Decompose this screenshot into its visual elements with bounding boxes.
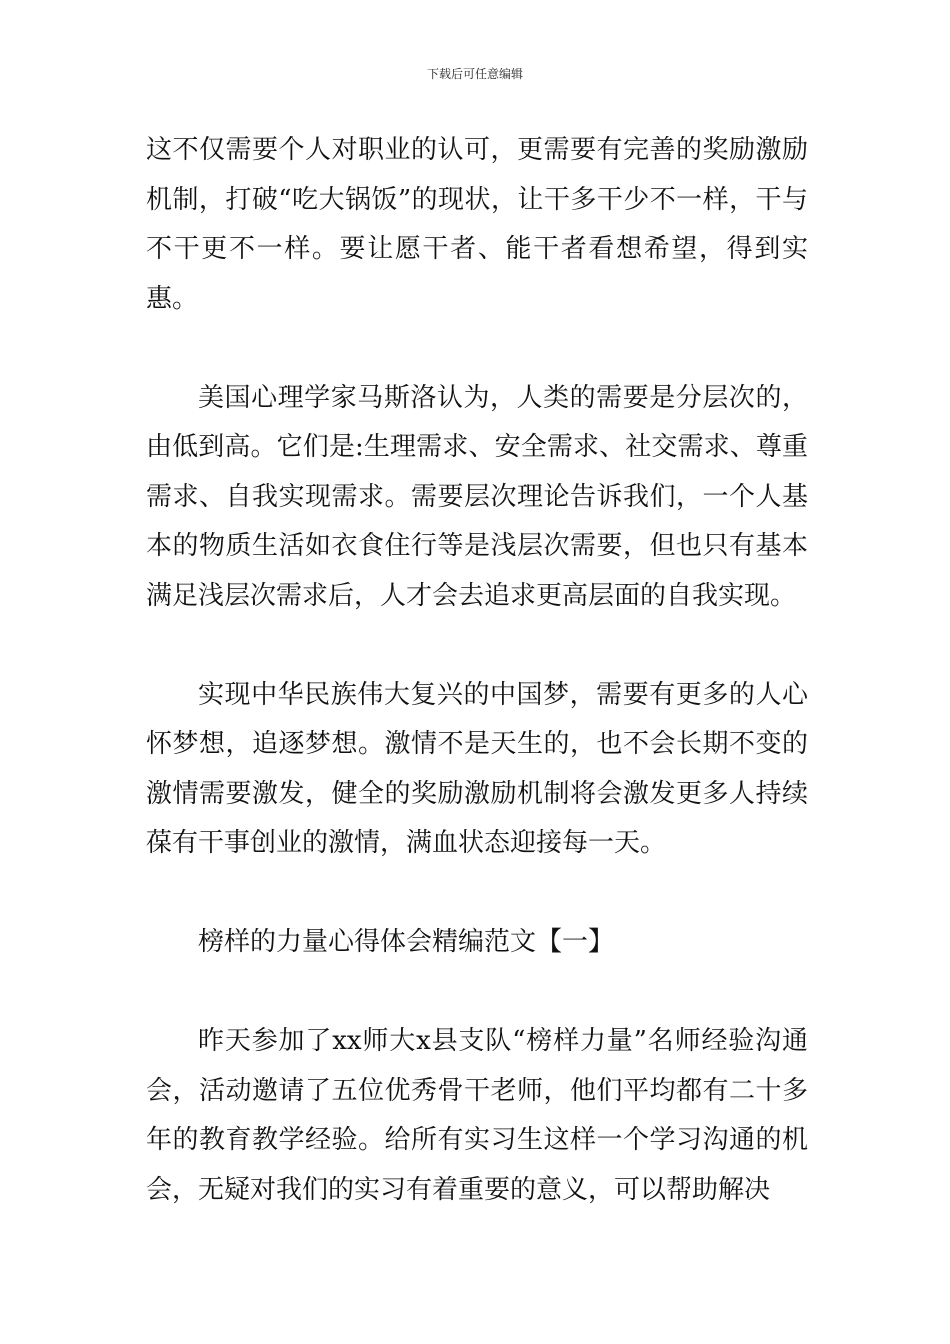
paragraph-2: 美国心理学家马斯洛认为，人类的需要是分层次的，由低到高。它们是:生理需求、安全需求、社交需求、尊重需求、自我实现需求。需要层次理论告诉我们，一个人基本的物质生活如衣食住行等是浅层次需要，但也只有基本满足浅层次需求后，人才会去追求更高层面的自我实现。 (146, 382, 808, 611)
paragraph-gap (146, 968, 808, 1018)
paragraph-1: 这不仅需要个人对职业的认可，更需要有完善的奖励激励机制，打破“吃大锅饭”的现状，让干多干少不一样，干与不干更不一样。要让愿干者、能干者看想希望，得到实惠。 (146, 135, 808, 314)
section-heading: 榜样的力量心得体会精编范文【一】 (198, 927, 615, 957)
document-body (146, 126, 808, 1215)
paragraph-gap (146, 324, 808, 374)
paragraph-4: 昨天参加了xx师大x县支队“榜样力量”名师经验沟通会，活动邀请了五位优秀骨干老师，他们平均都有二十多年的教育教学经验。给所有实习生这样一个学习沟通的机会，无疑对我们的实习有着重要的意义，可以帮助解决 (146, 1026, 808, 1205)
paragraph-gap (146, 621, 808, 671)
paragraph-3: 实现中华民族伟大复兴的中国梦，需要有更多的人心怀梦想，追逐梦想。激情不是天生的，也不会长期不变的激情需要激发，健全的奖励激励机制将会激发更多人持续葆有干事创业的激情，满血状态迎接每一天。 (146, 679, 808, 858)
paragraph-gap (146, 869, 808, 919)
page-header-note: 下载后可任意编辑 (426, 67, 523, 81)
